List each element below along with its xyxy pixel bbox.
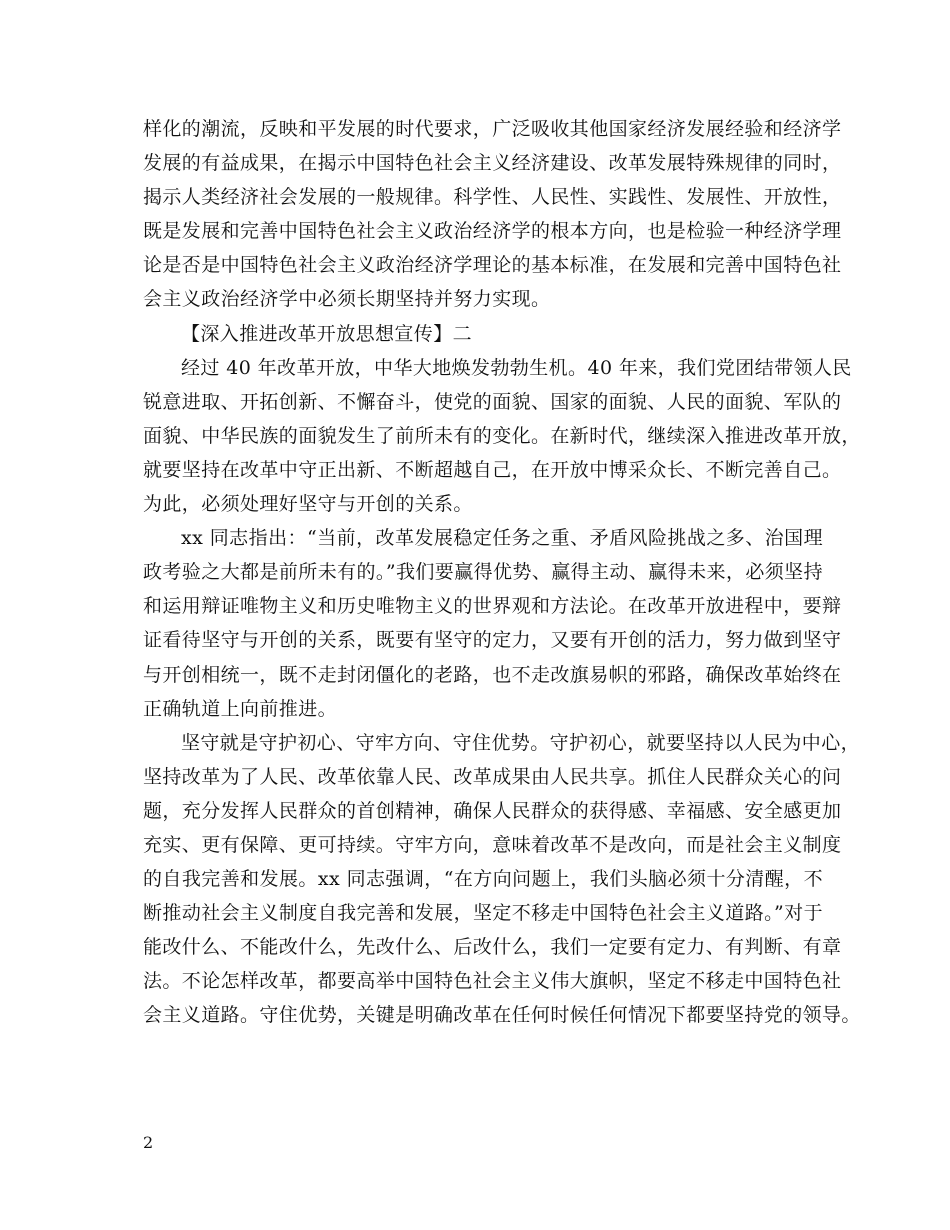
text-line: 题，充分发挥人民群众的首创精神，确保人民群众的获得感、幸福感、安全感更加 bbox=[143, 799, 842, 822]
text-line: 既是发展和完善中国特色社会主义政治经济学的根本方向，也是检验一种经济学理 bbox=[143, 220, 842, 243]
text-line: xx 同志指出：“当前，改革发展稳定任务之重、矛盾风险挑战之多、治国理 bbox=[181, 527, 823, 550]
text-line: 能改什么、不能改什么，先改什么、后改什么，我们一定要有定力、有判断、有章 bbox=[143, 936, 842, 959]
text-line: 法。不论怎样改革，都要高举中国特色社会主义伟大旗帜，坚定不移走中国特色社 bbox=[143, 970, 842, 993]
text-line: 会主义政治经济学中必须长期坚持并努力实现。 bbox=[143, 288, 551, 311]
text-line: 论是否是中国特色社会主义政治经济学理论的基本标准，在发展和完善中国特色社 bbox=[143, 254, 842, 277]
text-line: 为此，必须处理好坚守与开创的关系。 bbox=[143, 493, 473, 516]
text-line: 充实、更有保障、更可持续。守牢方向，意味着改革不是改向，而是社会主义制度 bbox=[143, 833, 842, 856]
text-line: 经过 40 年改革开放，中华大地焕发勃勃生机。40 年来，我们党团结带领人民 bbox=[181, 356, 852, 379]
text-line: 坚持改革为了人民、改革依靠人民、改革成果由人民共享。抓住人民群众关心的问 bbox=[143, 765, 842, 788]
text-line: 锐意进取、开拓创新、不懈奋斗，使党的面貌、国家的面貌、人民的面貌、军队的 bbox=[143, 390, 842, 413]
text-line: 与开创相统一，既不走封闭僵化的老路，也不走改旗易帜的邪路，确保改革始终在 bbox=[143, 663, 842, 686]
text-line: 揭示人类经济社会发展的一般规律。科学性、人民性、实践性、发展性、开放性， bbox=[143, 186, 842, 209]
text-line: 断推动社会主义制度自我完善和发展，坚定不移走中国特色社会主义道路。”对于 bbox=[143, 902, 823, 925]
text-line: 样化的潮流，反映和平发展的时代要求，广泛吸收其他国家经济发展经验和经济学 bbox=[143, 118, 842, 140]
text-line: 【深入推进改革开放思想宣传】二 bbox=[181, 322, 473, 345]
text-line: 会主义道路。守住优势，关键是明确改革在任何时候任何情况下都要坚持党的领导。 bbox=[143, 1004, 861, 1027]
text-line: 发展的有益成果，在揭示中国特色社会主义经济建设、改革发展特殊规律的同时， bbox=[143, 152, 842, 175]
text-line: 证看待坚守与开创的关系，既要有坚守的定力，又要有开创的活力，努力做到坚守 bbox=[143, 629, 842, 652]
text-line: 正确轨道上向前推进。 bbox=[143, 697, 338, 720]
text-line: 就要坚持在改革中守正出新、不断超越自己，在开放中博采众长、不断完善自己。 bbox=[143, 458, 842, 481]
text-line: 和运用辩证唯物主义和历史唯物主义的世界观和方法论。在改革开放进程中，要辩 bbox=[143, 595, 842, 618]
text-line: 坚守就是守护初心、守牢方向、守住优势。守护初心，就要坚持以人民为中心， bbox=[181, 731, 861, 754]
page-number: 2 bbox=[143, 1133, 154, 1152]
text-line: 的自我完善和发展。xx 同志强调，“在方向问题上，我们头脑必须十分清醒，不 bbox=[143, 868, 823, 891]
document-body bbox=[143, 112, 861, 1033]
text-line: 面貌、中华民族的面貌发生了前所未有的变化。在新时代，继续深入推进改革开放， bbox=[143, 424, 861, 447]
text-line: 政考验之大都是前所未有的。”我们要赢得优势、赢得主动、赢得未来，必须坚持 bbox=[143, 561, 823, 584]
